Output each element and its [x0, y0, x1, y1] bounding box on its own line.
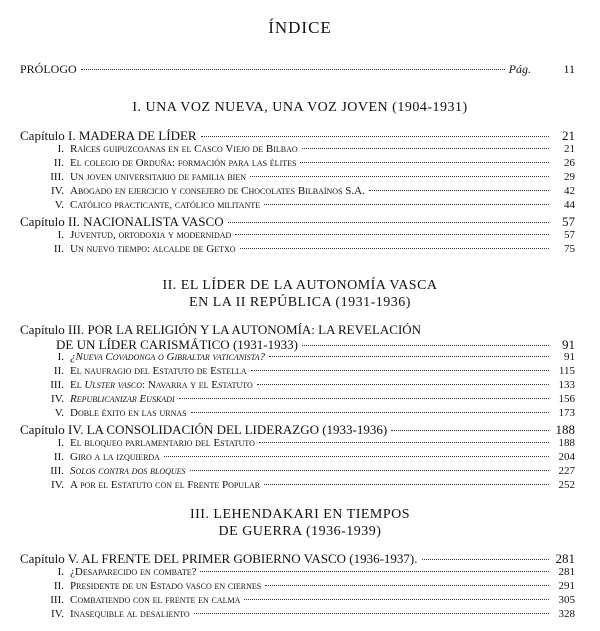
- toc-item[interactable]: [36, 243, 575, 255]
- item-label: Raíces guipuzcoanas en el Casco Viejo de Bilbao: [70, 143, 298, 155]
- toc-item[interactable]: [36, 171, 575, 183]
- item-number: IV.: [51, 185, 64, 197]
- dot-leader: [264, 484, 549, 485]
- chapter-label: Capítulo IV. LA CONSOLIDACIÓN DEL LIDERAZGO (1933-1936): [20, 422, 388, 437]
- dot-leader: [191, 412, 549, 413]
- dot-leader: [264, 204, 549, 205]
- item-number: II.: [53, 157, 64, 169]
- item-label: ¿Nueva Covadonga o Gibraltar vaticanista?: [70, 351, 265, 363]
- item-label: Inasequible al desaliento: [70, 608, 190, 620]
- dot-leader: [257, 384, 549, 385]
- item-label: El colegio de Orduña: formación para las élites: [70, 157, 297, 169]
- page-number: 252: [558, 479, 575, 491]
- page-number: 133: [558, 379, 575, 391]
- page-title: ÍNDICE: [268, 18, 332, 37]
- dot-leader: [369, 190, 549, 191]
- page-number: 21: [564, 143, 575, 155]
- item-number: V.: [54, 199, 64, 211]
- page-number: 91: [562, 337, 575, 352]
- item-label: Abogado en ejercicio y consejero de Chocolates Bilbaínos S.A.: [70, 185, 365, 197]
- toc-item[interactable]: [36, 185, 575, 197]
- item-label: A por el Estatuto con el Frente Popular: [70, 479, 261, 491]
- item-number: II.: [53, 451, 64, 463]
- item-label: El naufragio del Estatuto de Estella: [70, 365, 247, 377]
- toc-chapter[interactable]: [20, 128, 575, 144]
- item-label: Combatiendo con el frente en calma: [70, 594, 241, 606]
- dot-leader: [235, 234, 549, 235]
- item-number: I.: [57, 437, 64, 449]
- dot-leader: [251, 370, 549, 371]
- toc-item[interactable]: [36, 229, 575, 241]
- item-number: III.: [50, 171, 64, 183]
- page-number: 29: [564, 171, 575, 183]
- item-number: I.: [57, 566, 64, 578]
- page-number: 291: [558, 580, 575, 592]
- toc-item[interactable]: [36, 157, 575, 169]
- item-label: Republicanizar Euskadi: [70, 393, 175, 405]
- item-label: El bloqueo parlamentario del Estatuto: [70, 437, 255, 449]
- item-label: Presidente de un Estado vasco en ciernes: [70, 580, 262, 592]
- item-number: II.: [53, 365, 64, 377]
- page-number: 328: [558, 608, 575, 620]
- part-heading-line2: EN LA II REPÚBLICA (1931-1936): [189, 295, 411, 310]
- chapter-label: Capítulo V. AL FRENTE DEL PRIMER GOBIERNO VASCO (1936-1937).: [20, 551, 418, 566]
- toc-chapter[interactable]: [20, 214, 575, 230]
- chapter-label: Capítulo I. MADERA DE LÍDER: [20, 128, 197, 143]
- item-label: Solos contra dos bloques: [70, 465, 186, 477]
- toc-item[interactable]: [36, 365, 575, 377]
- dot-leader: [240, 248, 549, 249]
- toc-item[interactable]: [36, 379, 575, 391]
- part-heading-line2: DE GUERRA (1936-1939): [218, 524, 382, 539]
- toc-item[interactable]: [36, 580, 575, 592]
- item-number: III.: [50, 594, 64, 606]
- prologo-label: PRÓLOGO: [20, 62, 77, 76]
- page-number: 44: [564, 199, 575, 211]
- dot-leader: [228, 222, 549, 223]
- part-heading: III. LEHENDAKARI EN TIEMPOS: [189, 507, 411, 522]
- item-number: I.: [57, 229, 64, 241]
- dot-leader: [200, 571, 549, 572]
- toc-item[interactable]: [36, 608, 575, 620]
- dot-leader: [250, 176, 549, 177]
- item-label: Un joven universitario de familia bien: [70, 171, 247, 183]
- chapter-label-line2: DE UN LÍDER CARISMÁTICO (1931-1933): [56, 337, 298, 352]
- page-number: 42: [564, 185, 575, 197]
- dot-leader: [269, 356, 549, 357]
- toc-item[interactable]: [36, 393, 575, 405]
- chapter-label: Capítulo II. NACIONALISTA VASCO: [20, 214, 224, 229]
- item-label: Católico practicante, católico militante: [70, 199, 261, 211]
- page-number: 281: [558, 566, 575, 578]
- chapter-label[interactable]: Capítulo III. POR LA RELIGIÓN Y LA AUTONOMÍA: LA REVELACIÓN: [20, 322, 422, 337]
- item-label: ¿Desaparecido en combate?: [70, 566, 197, 578]
- item-number: IV.: [51, 608, 64, 620]
- item-label: Un nuevo tiempo: alcalde de Getxo: [70, 243, 236, 255]
- dot-leader: [164, 456, 549, 457]
- toc-item[interactable]: [36, 566, 575, 578]
- page-number: 57: [564, 229, 575, 241]
- page-number: 11: [563, 62, 575, 76]
- toc-chapter[interactable]: [20, 422, 575, 438]
- item-label: El Ulster vasco: Navarra y el Estatuto: [70, 379, 253, 391]
- toc-prologo[interactable]: [20, 62, 575, 77]
- dot-leader: [81, 69, 505, 70]
- page-number: 188: [555, 422, 575, 437]
- page-number: 204: [558, 451, 575, 463]
- page-number: 156: [558, 393, 575, 405]
- item-label: Doble éxito en las urnas: [70, 407, 187, 419]
- page-number: 305: [558, 594, 575, 606]
- dot-leader: [194, 613, 549, 614]
- dot-leader: [265, 585, 549, 586]
- page-number: 75: [564, 243, 575, 255]
- page-number: 173: [558, 407, 575, 419]
- toc-item[interactable]: [36, 465, 575, 477]
- dot-leader: [391, 430, 549, 431]
- dot-leader: [302, 148, 549, 149]
- toc-item[interactable]: [36, 199, 575, 211]
- pag-label: Pág.: [508, 62, 531, 76]
- item-number: III.: [50, 379, 64, 391]
- page-number: 91: [564, 351, 575, 363]
- toc-chapter[interactable]: [20, 551, 575, 567]
- item-number: V.: [54, 407, 64, 419]
- dot-leader: [300, 162, 549, 163]
- item-number: I.: [57, 143, 64, 155]
- dot-leader: [422, 559, 550, 560]
- part-heading: II. EL LÍDER DE LA AUTONOMÍA VASCA: [162, 278, 438, 293]
- page-number: 57: [562, 214, 575, 229]
- toc-item[interactable]: [36, 437, 575, 449]
- page-number: 227: [558, 465, 575, 477]
- item-number: IV.: [51, 479, 64, 491]
- page-number: 188: [558, 437, 575, 449]
- item-number: II.: [53, 580, 64, 592]
- item-label: Juventud, ortodoxia y modernidad: [70, 229, 232, 241]
- part-heading: I. UNA VOZ NUEVA, UNA VOZ JOVEN (1904-1931): [132, 100, 468, 115]
- item-number: III.: [50, 465, 64, 477]
- item-number: IV.: [51, 393, 64, 405]
- page-number: 26: [564, 157, 575, 169]
- dot-leader: [302, 345, 549, 346]
- dot-leader: [244, 599, 549, 600]
- toc-item[interactable]: [36, 594, 575, 606]
- toc-item[interactable]: [36, 479, 575, 491]
- item-label: Giro a la izquierda: [70, 451, 160, 463]
- dot-leader: [201, 136, 549, 137]
- dot-leader: [179, 398, 549, 399]
- item-number: II.: [53, 243, 64, 255]
- toc-item[interactable]: [36, 351, 575, 363]
- page-number: 281: [555, 551, 575, 566]
- page-number: 115: [558, 365, 575, 377]
- toc-item[interactable]: [36, 407, 575, 419]
- page-number: 21: [562, 128, 575, 143]
- toc-item[interactable]: [36, 451, 575, 463]
- dot-leader: [259, 442, 549, 443]
- item-number: I.: [57, 351, 64, 363]
- toc-item[interactable]: [36, 143, 575, 155]
- dot-leader: [190, 470, 549, 471]
